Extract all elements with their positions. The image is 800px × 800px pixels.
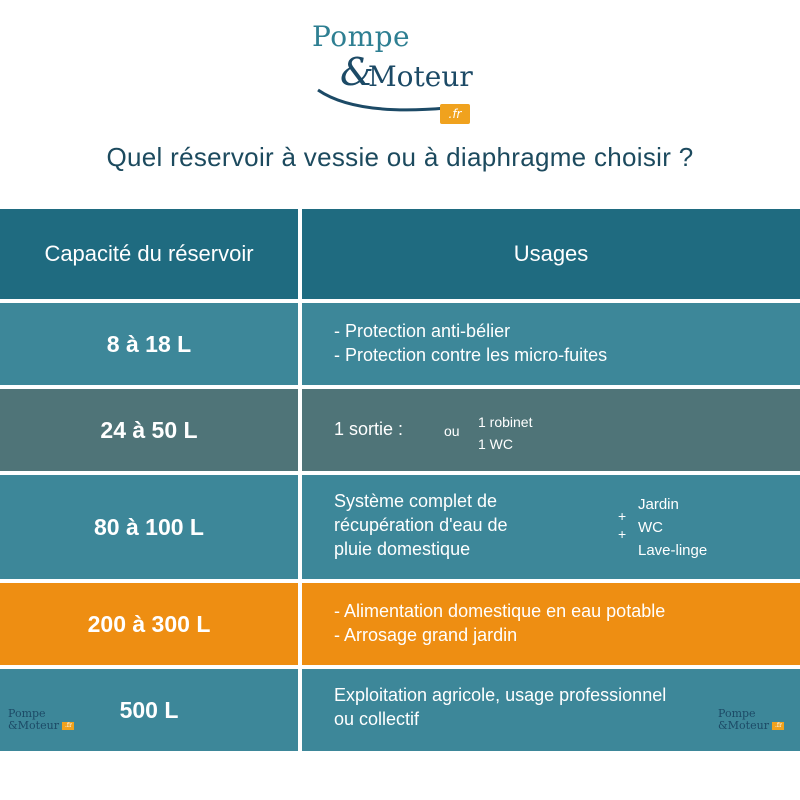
option-item: 1 robinet [478, 414, 533, 430]
table-row [0, 389, 800, 471]
table-row [0, 669, 800, 751]
usage-line: - Arrosage grand jardin [334, 625, 518, 645]
usage-line: Système complet de [334, 491, 498, 511]
row-capacity: 24 à 50 L [0, 389, 298, 471]
usage-line: Exploitation agricole, usage professionnel [334, 685, 667, 705]
logo-line1: Pompe [312, 20, 411, 53]
option-item: 1 WC [478, 436, 513, 452]
page-title: Quel réservoir à vessie ou à diaphragme choisir ? [106, 142, 694, 172]
row-usages [302, 475, 800, 579]
logo-ampersand: & [340, 50, 374, 94]
table-header-row [0, 209, 800, 299]
table-row [0, 475, 800, 579]
watermark-right [718, 708, 784, 732]
row-capacity: 80 à 100 L [0, 475, 298, 579]
table-row [0, 583, 800, 665]
brand-logo [312, 20, 492, 121]
usage-or: ou [444, 423, 460, 439]
usage-line: - Alimentation domestique en eau potable [334, 601, 666, 621]
usage-line: - Protection anti-bélier [334, 321, 511, 341]
usage-extras [638, 493, 707, 562]
usage-line: récupération d'eau de [334, 515, 508, 535]
row-capacity: 200 à 300 L [0, 583, 298, 665]
row-capacity: 500 L [0, 669, 298, 751]
plus-sign: + [618, 526, 627, 542]
header-capacity: Capacité du réservoir [0, 209, 298, 299]
row-capacity: 8 à 18 L [0, 303, 298, 385]
watermark-line1: Pompe [8, 707, 46, 720]
watermark-tld: .fr [772, 722, 784, 730]
row-usages [302, 583, 800, 665]
row-usages [302, 303, 800, 385]
watermark-line2: &Moteur [718, 719, 769, 732]
row-usages [302, 389, 800, 471]
watermark-tld: .fr [62, 722, 74, 730]
usage-line: pluie domestique [334, 539, 471, 559]
table-row [0, 303, 800, 385]
extra-item: Jardin [638, 496, 679, 513]
usage-line: - Protection contre les micro-fuites [334, 345, 608, 365]
logo-tld: .fr [440, 104, 470, 124]
usage-line: ou collectif [334, 709, 420, 729]
usage-options [478, 411, 532, 455]
header-usages: Usages [302, 209, 800, 299]
logo-line2: Moteur [368, 60, 473, 93]
watermark-line1: Pompe [718, 707, 756, 720]
plus-sign: + [618, 508, 627, 524]
watermark-line2: &Moteur [8, 719, 59, 732]
extra-item: Lave-linge [638, 542, 708, 559]
extra-item: WC [638, 519, 663, 536]
plus-signs [618, 507, 626, 543]
watermark-left [8, 708, 74, 732]
usage-label: 1 sortie : [334, 419, 404, 439]
